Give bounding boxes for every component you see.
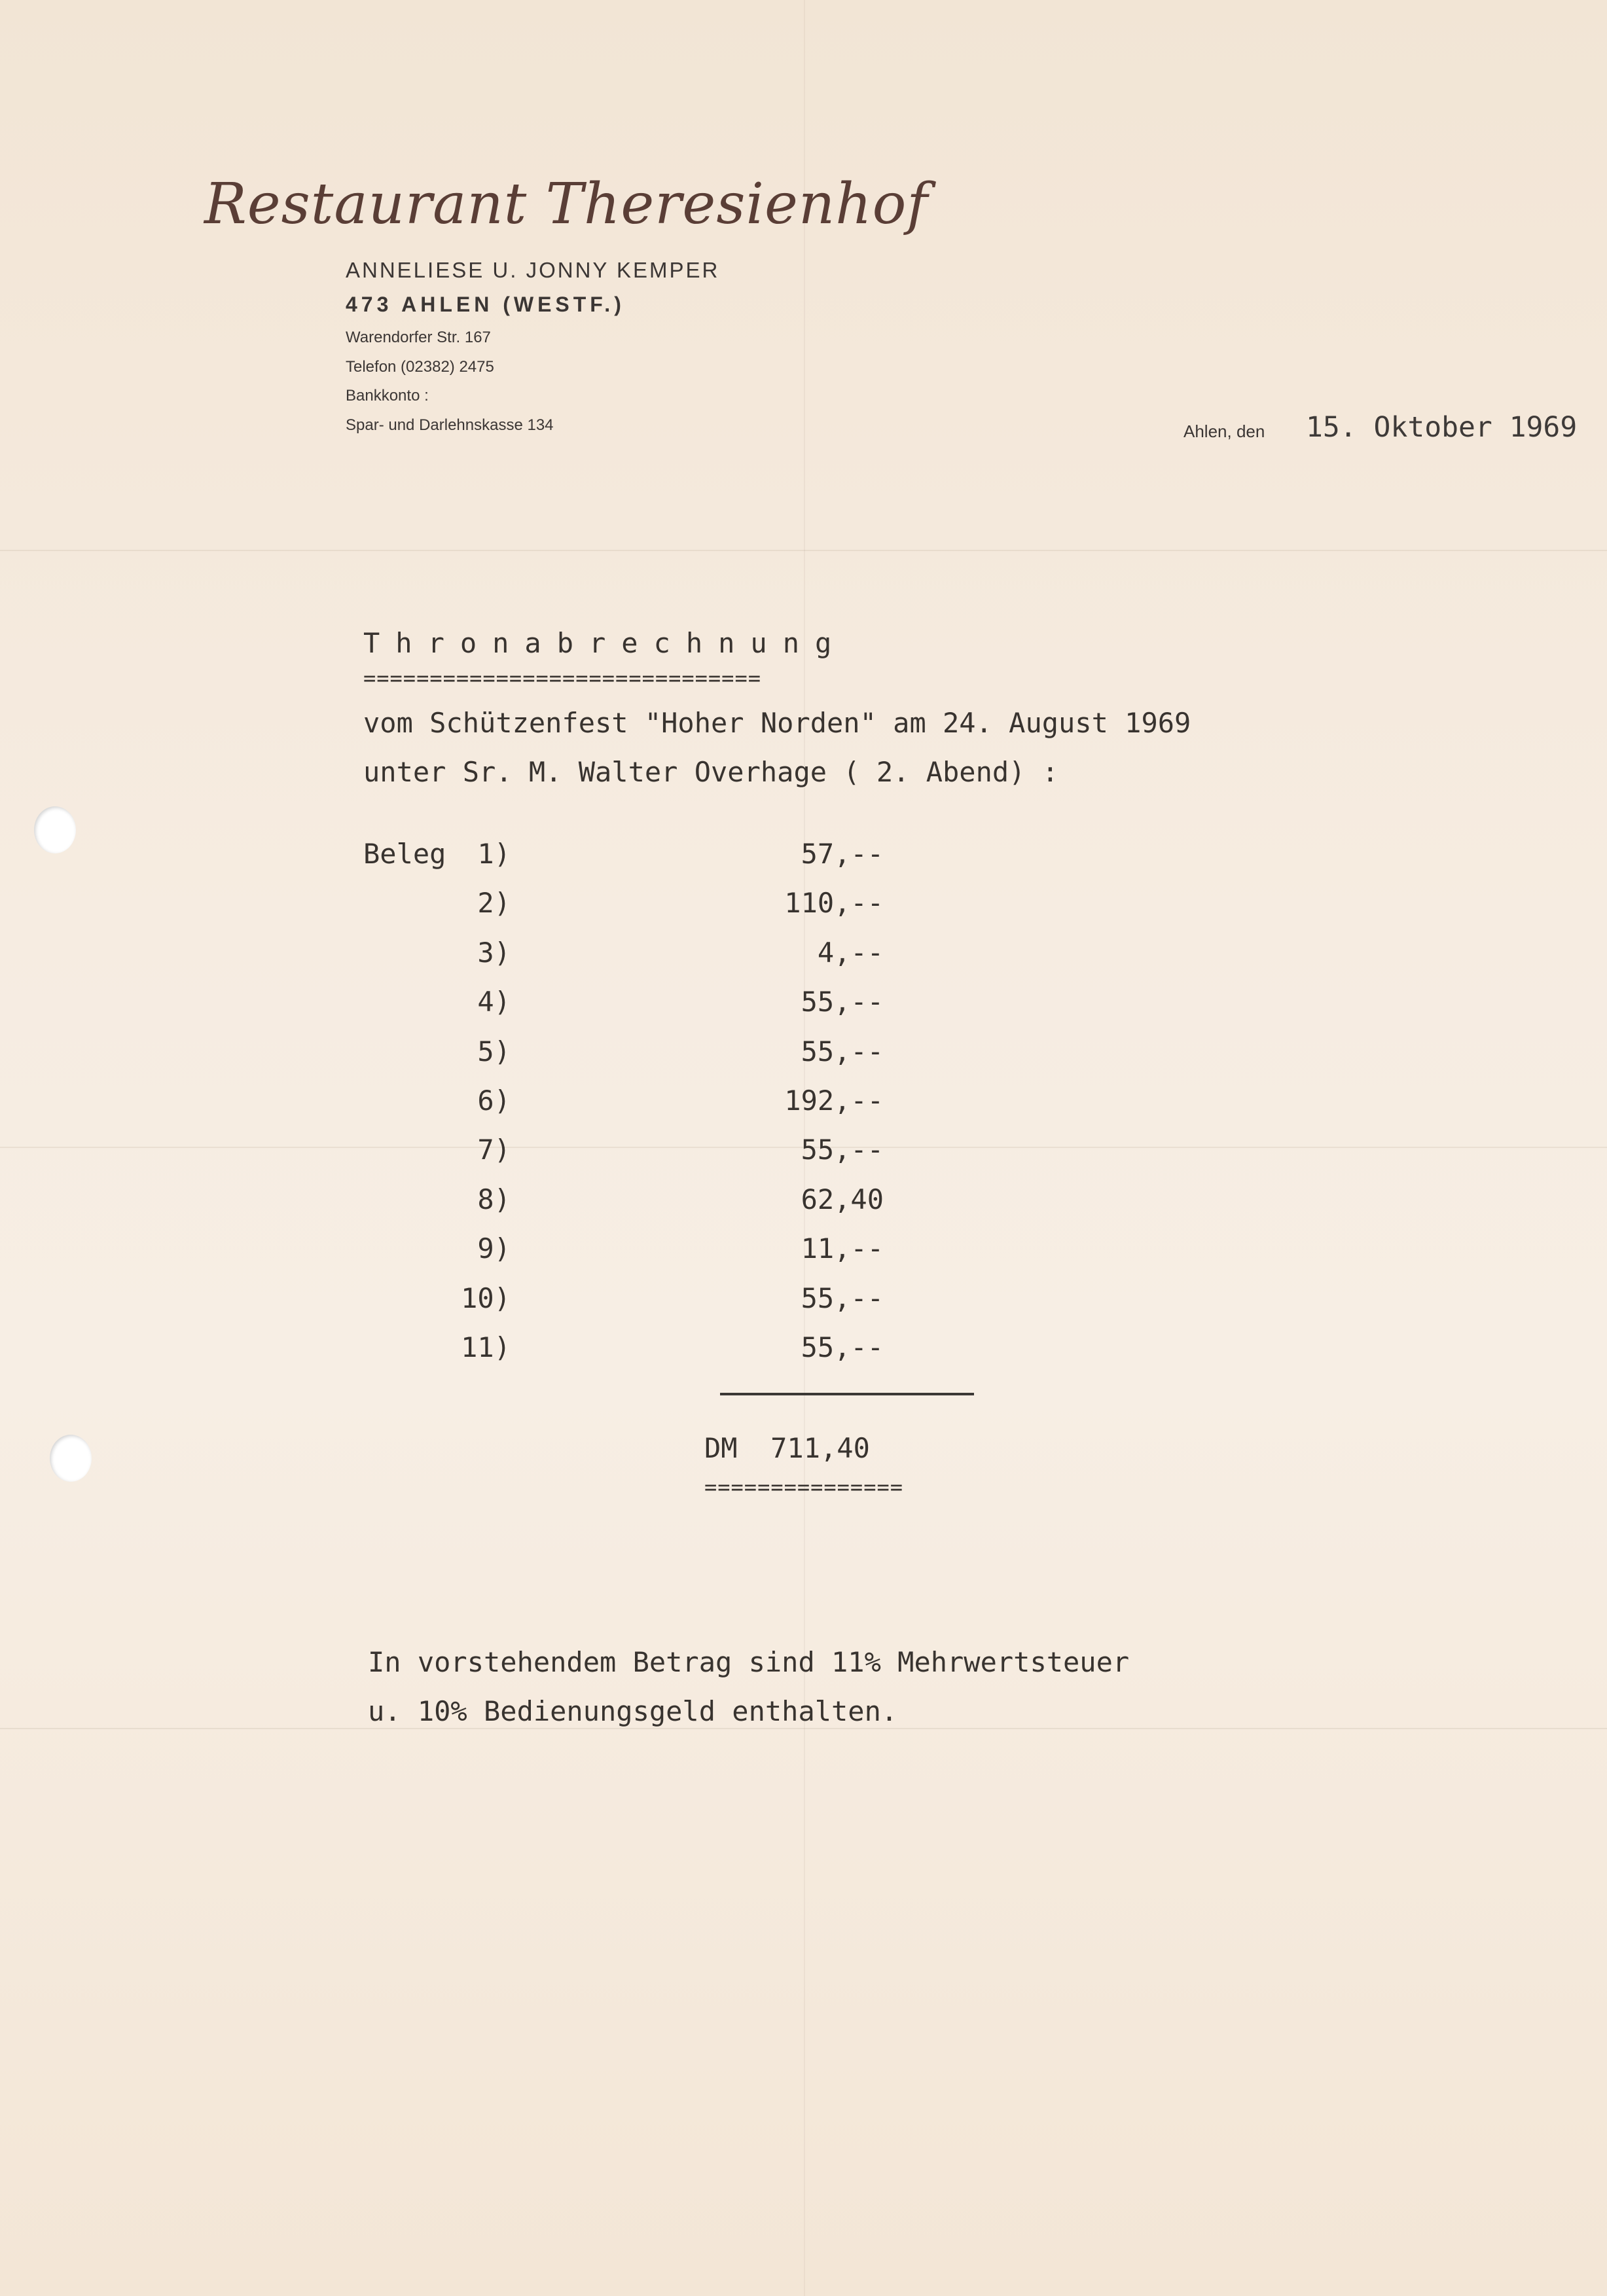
punch-hole [34, 806, 76, 853]
title-underline: ============================== [363, 666, 761, 691]
receipt-number: 7) [477, 1134, 511, 1166]
receipt-amount: 55,-- [801, 1331, 884, 1363]
date-value: 15. Oktober 1969 [1306, 411, 1578, 444]
receipt-number: 10) [461, 1282, 511, 1314]
date-label: Ahlen, den [1183, 422, 1265, 441]
receipt-amount: 57,-- [801, 838, 884, 870]
receipt-number: 1) [477, 838, 511, 870]
receipt-number: 9) [477, 1232, 511, 1265]
restaurant-logo: Restaurant Theresienhof [204, 171, 929, 237]
punch-hole [50, 1435, 92, 1482]
bank-label: Bankkonto : [346, 387, 429, 404]
receipt-amount: 110,-- [784, 887, 884, 919]
receipt-number: 5) [477, 1035, 511, 1067]
city-line: 473 AHLEN (WESTF.) [346, 293, 625, 316]
sum-rule [720, 1393, 974, 1395]
owners-line: ANNELIESE U. JONNY KEMPER [346, 258, 720, 282]
receipt-amount: 4,-- [817, 937, 884, 969]
receipt-amount: 11,-- [801, 1232, 884, 1265]
receipt-amount: 62,40 [801, 1183, 884, 1215]
tax-note-line1: In vorstehendem Betrag sind 11% Mehrwertsteuer [368, 1646, 1130, 1678]
receipt-amount: 55,-- [801, 1035, 884, 1067]
total-amount: DM 711,40 [704, 1432, 870, 1464]
receipt-number: 3) [477, 937, 511, 969]
receipt-amount: 55,-- [801, 1282, 884, 1314]
receipt-number: 4) [477, 986, 511, 1018]
receipt-amount: 192,-- [784, 1085, 884, 1117]
receipt-number: 11) [461, 1331, 511, 1363]
street-line: Warendorfer Str. 167 [346, 329, 491, 346]
receipt-number: 6) [477, 1085, 511, 1117]
receipt-number: 8) [477, 1183, 511, 1215]
bank-line: Spar- und Darlehnskasse 134 [346, 416, 554, 434]
tax-note-line2: u. 10% Bedienungsgeld enthalten. [368, 1695, 898, 1727]
king-line: unter Sr. M. Walter Overhage ( 2. Abend) : [363, 756, 1059, 788]
receipt-amount: 55,-- [801, 986, 884, 1018]
total-underline: =============== [704, 1475, 903, 1499]
document-title: Thronabrechnung [363, 627, 848, 659]
phone-line: Telefon (02382) 2475 [346, 358, 494, 376]
beleg-label: Beleg [363, 838, 446, 870]
event-line: vom Schützenfest "Hoher Norden" am 24. August 1969 [363, 707, 1191, 739]
receipt-amount: 55,-- [801, 1134, 884, 1166]
receipt-number: 2) [477, 887, 511, 919]
